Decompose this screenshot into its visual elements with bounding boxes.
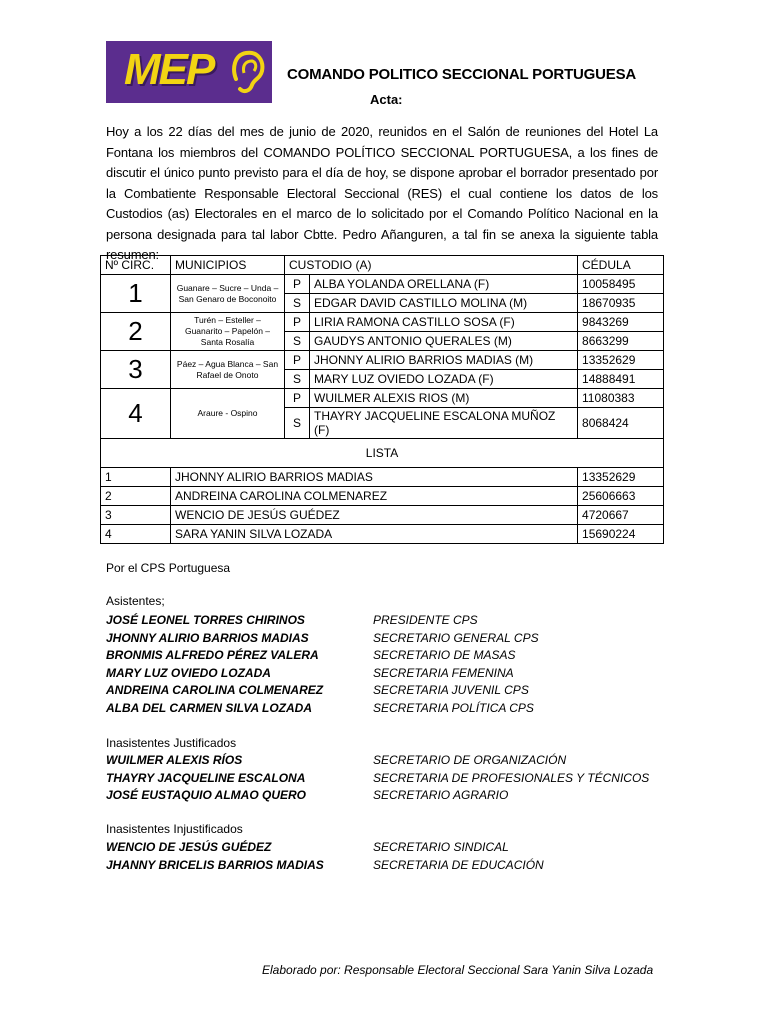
justificados-roles <box>373 752 649 805</box>
circ-number: 1 <box>101 275 171 313</box>
lista-title: LISTA <box>101 439 664 468</box>
asistentes-names <box>106 612 323 717</box>
asistentes-heading: Asistentes; <box>106 594 165 608</box>
lista-name: WENCIO DE JESÚS GUÉDEZ <box>171 506 578 525</box>
person-role: SECRETARIA POLÍTICA CPS <box>373 700 534 715</box>
cps-label: Por el CPS Portuguesa <box>106 561 231 575</box>
person-role: PRESIDENTE CPS <box>373 613 478 627</box>
person-name: WENCIO DE JESÚS GUÉDEZ <box>106 840 272 854</box>
person-role: SECRETARIA DE PROFESIONALES Y TÉCNICOS <box>373 770 650 785</box>
custodio-name: LIRIA RAMONA CASTILLO SOSA (F) <box>310 313 578 332</box>
lista-name: SARA YANIN SILVA LOZADA <box>171 525 578 544</box>
ps-cell: S <box>285 370 310 389</box>
cedula-cell: 14888491 <box>578 370 664 389</box>
intro-paragraph: Hoy a los 22 días del mes de junio de 2020, reunidos en el Salón de reuniones del Hotel La Fontana los miembros del COMANDO POLÍTICO SECCIONAL PORTUGUESA, a los fines de discutir el único punto previsto para el día de hoy, se dispone aprobar el borrador presentado por la Combatiente Responsable Electoral Seccional (RES) el cual contiene los datos de los Custodios (as) Electorales en el marco de lo solicitado por el Comando Político Nacional en la persona designada para tal labor Cbtte. Pedro Añanguren, a tal fin se anexa la siguiente tabla resumen: <box>106 124 658 262</box>
ps-cell: P <box>285 389 310 408</box>
lista-row <box>101 506 664 525</box>
header-municipios: MUNICIPIOS <box>171 256 285 275</box>
municipios-cell: Araure - Ospino <box>171 389 285 439</box>
custodio-name: MARY LUZ OVIEDO LOZADA (F) <box>310 370 578 389</box>
lista-cedula: 25606663 <box>578 487 664 506</box>
person-name: ANDREINA CAROLINA COLMENAREZ <box>106 683 324 697</box>
footer-elaborado: Elaborado por: Responsable Electoral Seccional Sara Yanin Silva Lozada <box>262 963 654 977</box>
lista-cedula: 4720667 <box>578 506 664 525</box>
lista-number: 2 <box>101 487 171 506</box>
injustificados-names <box>106 839 324 874</box>
ps-cell: S <box>285 332 310 351</box>
lista-row <box>101 525 664 544</box>
ps-cell: S <box>285 408 310 439</box>
circ-number: 3 <box>101 351 171 389</box>
acta-label: Acta: <box>370 92 403 107</box>
lista-cedula: 13352629 <box>578 468 664 487</box>
table-row <box>101 275 664 294</box>
header-cedula: CÉDULA <box>578 256 664 275</box>
custodio-name: WUILMER ALEXIS RIOS (M) <box>310 389 578 408</box>
person-name: JOSÉ LEONEL TORRES CHIRINOS <box>106 613 305 627</box>
person-name: JHONNY ALIRIO BARRIOS MADIAS <box>106 630 309 645</box>
custodio-name: JHONNY ALIRIO BARRIOS MADIAS (M) <box>310 351 578 370</box>
lista-name: JHONNY ALIRIO BARRIOS MADIAS <box>171 468 578 487</box>
person-role: SECRETARIO DE ORGANIZACIÓN <box>373 753 567 767</box>
person-role: SECRETARIO DE MASAS <box>373 648 516 662</box>
justificados-names <box>106 752 306 805</box>
table-row <box>101 351 664 370</box>
lista-number: 1 <box>101 468 171 487</box>
circ-number: 4 <box>101 389 171 439</box>
justificados-heading: Inasistentes Justificados <box>106 736 237 750</box>
cedula-cell: 11080383 <box>578 389 664 408</box>
person-name: WUILMER ALEXIS RÍOS <box>106 753 243 767</box>
cedula-cell: 13352629 <box>578 351 664 370</box>
municipios-cell: Páez – Agua Blanca – San Rafael de Onoto <box>171 351 285 389</box>
ps-cell: S <box>285 294 310 313</box>
person-name: MARY LUZ OVIEDO LOZADA <box>106 665 271 680</box>
table-row <box>101 313 664 332</box>
injustificados-roles <box>373 839 544 874</box>
lista-cedula: 15690224 <box>578 525 664 544</box>
lista-number: 4 <box>101 525 171 544</box>
ps-cell: P <box>285 313 310 332</box>
custodio-name: ALBA YOLANDA ORELLANA (F) <box>310 275 578 294</box>
person-role: SECRETARIO SINDICAL <box>373 840 509 854</box>
person-name: JOSÉ EUSTAQUIO ALMAO QUERO <box>106 788 307 802</box>
lista-row <box>101 468 664 487</box>
table-header-row <box>101 256 664 275</box>
person-role: SECRETARIO GENERAL CPS <box>373 630 539 645</box>
person-name: BRONMIS ALFREDO PÉREZ VALERA <box>106 648 319 662</box>
custodio-name: THAYRY JACQUELINE ESCALONA MUÑOZ (F) <box>310 408 578 439</box>
person-name: THAYRY JACQUELINE ESCALONA <box>106 770 306 785</box>
lista-name: ANDREINA CAROLINA COLMENAREZ <box>171 487 578 506</box>
header-circ: Nº CIRC. <box>101 256 171 275</box>
ps-cell: P <box>285 275 310 294</box>
logo-text: MEP <box>124 45 214 94</box>
municipios-cell: Guanare – Sucre – Unda – San Genaro de Boconoito <box>171 275 285 313</box>
lista-row <box>101 487 664 506</box>
document-title: COMANDO POLITICO SECCIONAL PORTUGUESA <box>287 66 637 83</box>
person-name: ALBA DEL CARMEN SILVA LOZADA <box>106 700 312 715</box>
person-role: SECRETARIA JUVENIL CPS <box>373 683 529 697</box>
cedula-cell: 9843269 <box>578 313 664 332</box>
person-name: JHANNY BRICELIS BARRIOS MADIAS <box>106 857 324 872</box>
cedula-cell: 10058495 <box>578 275 664 294</box>
mep-logo <box>106 41 272 103</box>
municipios-cell: Turén – Esteller – Guanarito – Papelón – Santa Rosalía <box>171 313 285 351</box>
custodios-table <box>100 255 664 544</box>
ps-cell: P <box>285 351 310 370</box>
circ-number: 2 <box>101 313 171 351</box>
asistentes-roles <box>373 612 539 717</box>
person-role: SECRETARIA DE EDUCACIÓN <box>373 857 544 872</box>
cedula-cell: 8663299 <box>578 332 664 351</box>
injustificados-heading: Inasistentes Injustificados <box>106 822 243 836</box>
person-role: SECRETARIA FEMENINA <box>373 665 514 680</box>
lista-title-row <box>101 439 664 468</box>
lista-number: 3 <box>101 506 171 525</box>
header-custodio: CUSTODIO (A) <box>285 256 578 275</box>
custodio-name: GAUDYS ANTONIO QUERALES (M) <box>310 332 578 351</box>
ear-icon <box>230 49 266 95</box>
cedula-cell: 8068424 <box>578 408 664 439</box>
custodio-name: EDGAR DAVID CASTILLO MOLINA (M) <box>310 294 578 313</box>
cedula-cell: 18670935 <box>578 294 664 313</box>
table-row <box>101 389 664 408</box>
person-role: SECRETARIO AGRARIO <box>373 788 509 802</box>
